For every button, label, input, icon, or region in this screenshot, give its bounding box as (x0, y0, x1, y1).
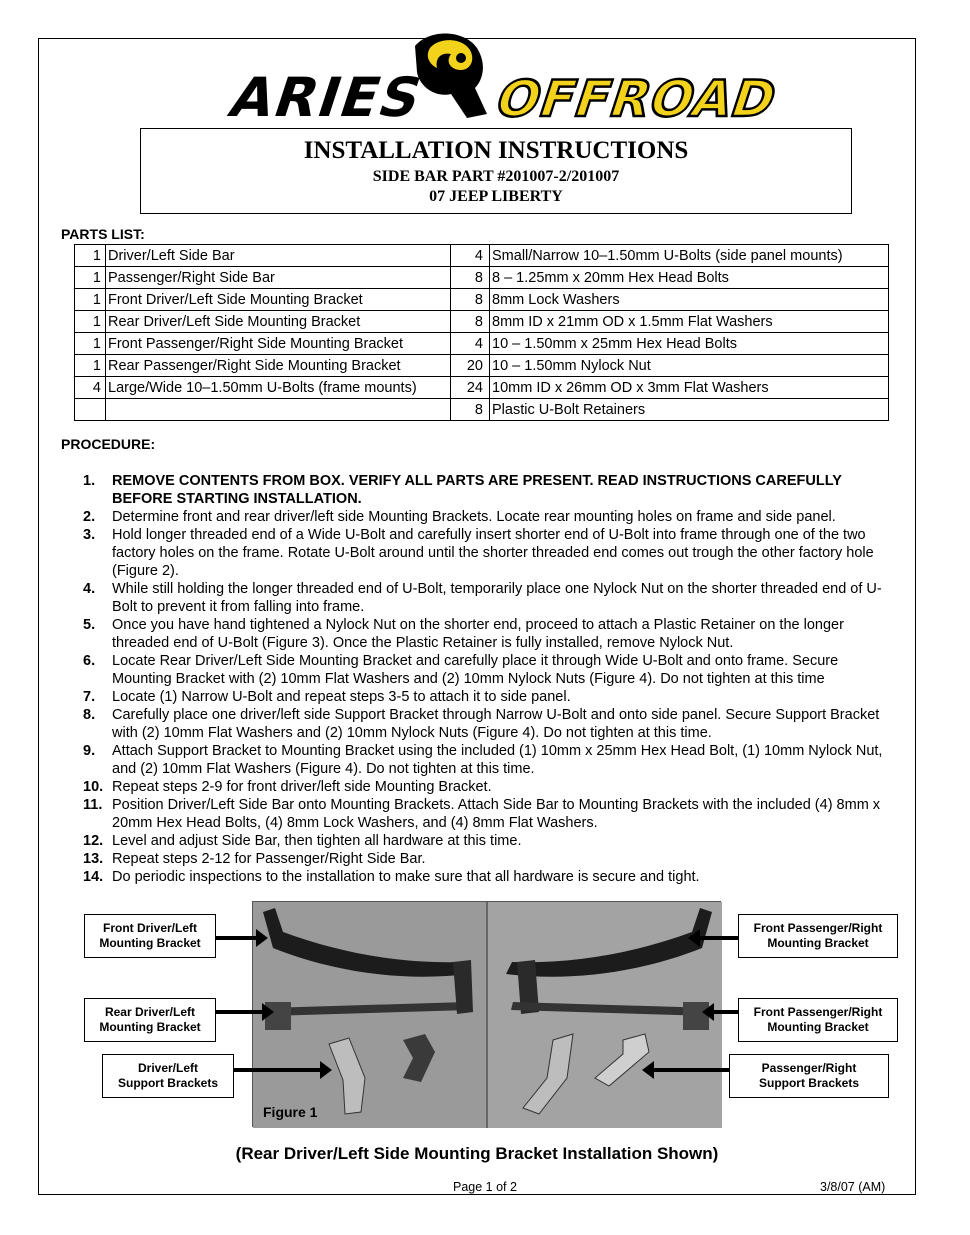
qty-cell: 4 (451, 333, 490, 355)
procedure-steps (83, 472, 898, 886)
procedure-label: PROCEDURE: (61, 436, 156, 452)
description-cell: 8mm Lock Washers (490, 289, 889, 311)
description-cell: 10 – 1.50mm x 25mm Hex Head Bolts (490, 333, 889, 355)
brackets-photo-illustration (253, 902, 722, 1128)
step-number: 5. (83, 617, 96, 633)
procedure-step (83, 742, 898, 778)
step-text: Hold longer threaded end of a Wide U-Bolt and carefully insert shorter end of U-Bolt into frame through one of the two factory holes on the frame. Rotate U-Bolt around until the shorter threaded end comes out trough the other factory hole (Figure 2). (112, 527, 874, 579)
callout-rear-driver-bracket: Rear Driver/Left Mounting Bracket (84, 998, 216, 1042)
table-row (75, 333, 889, 355)
description-cell: Passenger/Right Side Bar (106, 267, 451, 289)
qty-cell: 24 (451, 377, 490, 399)
description-cell: Rear Passenger/Right Side Mounting Bracket (106, 355, 451, 377)
qty-cell: 8 (451, 267, 490, 289)
callout-passenger-support-brackets: Passenger/Right Support Brackets (729, 1054, 889, 1098)
procedure-step (83, 868, 898, 886)
step-text: Repeat steps 2-12 for Passenger/Right Side Bar. (112, 851, 426, 867)
qty-cell: 4 (451, 245, 490, 267)
table-row (75, 399, 889, 421)
vehicle-name: 07 JEEP LIBERTY (429, 188, 563, 205)
qty-cell: 1 (75, 311, 106, 333)
description-cell: Front Driver/Left Side Mounting Bracket (106, 289, 451, 311)
description-cell: Driver/Left Side Bar (106, 245, 451, 267)
step-text: Carefully place one driver/left side Support Bracket through Narrow U-Bolt and onto side panel. Secure Support Bracket with (2) 10mm Flat Washers and (2) 10mm Nylock Nuts (Figure 4). Do not tighten at this time. (112, 707, 880, 741)
qty-cell: 1 (75, 333, 106, 355)
description-cell: Large/Wide 10–1.50mm U-Bolts (frame mounts) (106, 377, 451, 399)
document-date: 3/8/07 (AM) (820, 1180, 886, 1194)
parts-list-label: PARTS LIST: (61, 226, 145, 242)
callout-front-driver-bracket: Front Driver/Left Mounting Bracket (84, 914, 216, 958)
callout-driver-support-brackets: Driver/Left Support Brackets (102, 1054, 234, 1098)
procedure-step (83, 616, 898, 652)
arrow-icon (698, 936, 738, 940)
arrow-icon (712, 1010, 738, 1014)
qty-cell: 1 (75, 245, 106, 267)
document-title: INSTALLATION INSTRUCTIONS (303, 137, 689, 164)
description-cell (106, 399, 451, 421)
procedure-step (83, 580, 898, 616)
parts-table (74, 244, 889, 421)
page-number: Page 1 of 2 (453, 1180, 517, 1194)
step-text: Attach Support Bracket to Mounting Bracket using the included (1) 10mm x 25mm Hex Head Bolt, (1) 10mm Nylock Nut, and (2) 10mm Flat Washers (Figure 4). Do not tighten at this time. (112, 743, 883, 777)
table-row (75, 311, 889, 333)
step-text: REMOVE CONTENTS FROM BOX. VERIFY ALL PARTS ARE PRESENT. READ INSTRUCTIONS CAREFULLY BEFORE STARTING INSTALLATION. (112, 473, 842, 507)
description-cell: 8 – 1.25mm x 20mm Hex Head Bolts (490, 267, 889, 289)
step-number: 10. (83, 779, 104, 795)
arrow-icon (216, 1010, 264, 1014)
step-number: 11. (83, 797, 103, 813)
table-row (75, 267, 889, 289)
figure-label: Figure 1 (263, 1104, 318, 1120)
step-text: Locate (1) Narrow U-Bolt and repeat steps 3-5 to attach it to side panel. (112, 689, 571, 705)
qty-cell: 1 (75, 267, 106, 289)
qty-cell: 1 (75, 355, 106, 377)
procedure-step (83, 706, 898, 742)
svg-text:ARIES: ARIES (221, 67, 432, 130)
procedure-step (83, 778, 898, 796)
step-number: 12. (83, 833, 104, 849)
description-cell: 10 – 1.50mm Nylock Nut (490, 355, 889, 377)
step-number: 14. (83, 869, 104, 885)
procedure-step (83, 472, 898, 508)
table-row (75, 289, 889, 311)
part-number: SIDE BAR PART #201007-2/201007 (372, 168, 620, 185)
qty-cell: 20 (451, 355, 490, 377)
step-text: Determine front and rear driver/left side Mounting Brackets. Locate rear mounting holes on frame and side panel. (112, 509, 836, 525)
step-number: 1. (83, 473, 96, 489)
step-text: Locate Rear Driver/Left Side Mounting Bracket and carefully place it through Wide U-Bolt and onto frame. Secure Mounting Bracket with (2) 10mm Flat Washers and (2) 10mm Nylock Nuts (Figure 4). Do not tighten at this time (112, 653, 839, 687)
procedure-step (83, 850, 898, 868)
step-text: Level and adjust Side Bar, then tighten all hardware at this time. (112, 833, 522, 849)
description-cell: Small/Narrow 10–1.50mm U-Bolts (side panel mounts) (490, 245, 889, 267)
step-text: Repeat steps 2-9 for front driver/left side Mounting Bracket. (112, 779, 492, 795)
step-number: 7. (83, 689, 96, 705)
figure-photo (252, 901, 721, 1127)
arrow-icon (234, 1068, 322, 1072)
svg-text:OFFROAD: OFFROAD (488, 70, 785, 129)
description-cell: Plastic U-Bolt Retainers (490, 399, 889, 421)
aries-offroad-logo (221, 28, 785, 130)
step-number: 4. (83, 581, 96, 597)
procedure-step (83, 832, 898, 850)
qty-cell (75, 399, 106, 421)
procedure-step (83, 652, 898, 688)
callout-front-passenger-bracket-top: Front Passenger/Right Mounting Bracket (738, 914, 898, 958)
description-cell: Rear Driver/Left Side Mounting Bracket (106, 311, 451, 333)
table-row (75, 355, 889, 377)
procedure-step (83, 688, 898, 706)
qty-cell: 8 (451, 311, 490, 333)
description-cell: 8mm ID x 21mm OD x 1.5mm Flat Washers (490, 311, 889, 333)
procedure-step (83, 508, 898, 526)
step-number: 3. (83, 527, 96, 543)
procedure-step (83, 526, 898, 580)
step-text: While still holding the longer threaded end of U-Bolt, temporarily place one Nylock Nut on the shorter threaded end of U-Bolt to prevent it from falling into frame. (112, 581, 882, 615)
step-number: 9. (83, 743, 96, 759)
title-box (140, 128, 852, 214)
table-row (75, 377, 889, 399)
step-number: 2. (83, 509, 96, 525)
qty-cell: 4 (75, 377, 106, 399)
arrow-icon (216, 936, 258, 940)
step-number: 8. (83, 707, 96, 723)
description-cell: 10mm ID x 26mm OD x 3mm Flat Washers (490, 377, 889, 399)
step-text: Do periodic inspections to the installation to make sure that all hardware is secure and tight. (112, 869, 700, 885)
step-number: 13. (83, 851, 104, 867)
step-text: Position Driver/Left Side Bar onto Mounting Brackets. Attach Side Bar to Mounting Brackets with the included (4) 8mm x 20mm Hex Head Bolts, (4) 8mm Lock Washers, and (4) 8mm Flat Washers. (112, 797, 881, 831)
description-cell: Front Passenger/Right Side Mounting Bracket (106, 333, 451, 355)
figure-caption: (Rear Driver/Left Side Mounting Bracket Installation Shown) (235, 1144, 719, 1163)
step-text: Once you have hand tightened a Nylock Nut on the shorter end, proceed to attach a Plastic Retainer on the longer threaded end of U-Bolt (Figure 3). Once the Plastic Retainer is fully installed, remove Nylock Nut. (112, 617, 844, 651)
table-row (75, 245, 889, 267)
qty-cell: 8 (451, 289, 490, 311)
callout-front-passenger-bracket-mid: Front Passenger/Right Mounting Bracket (738, 998, 898, 1042)
qty-cell: 8 (451, 399, 490, 421)
qty-cell: 1 (75, 289, 106, 311)
step-number: 6. (83, 653, 96, 669)
procedure-step (83, 796, 898, 832)
arrow-icon (652, 1068, 729, 1072)
